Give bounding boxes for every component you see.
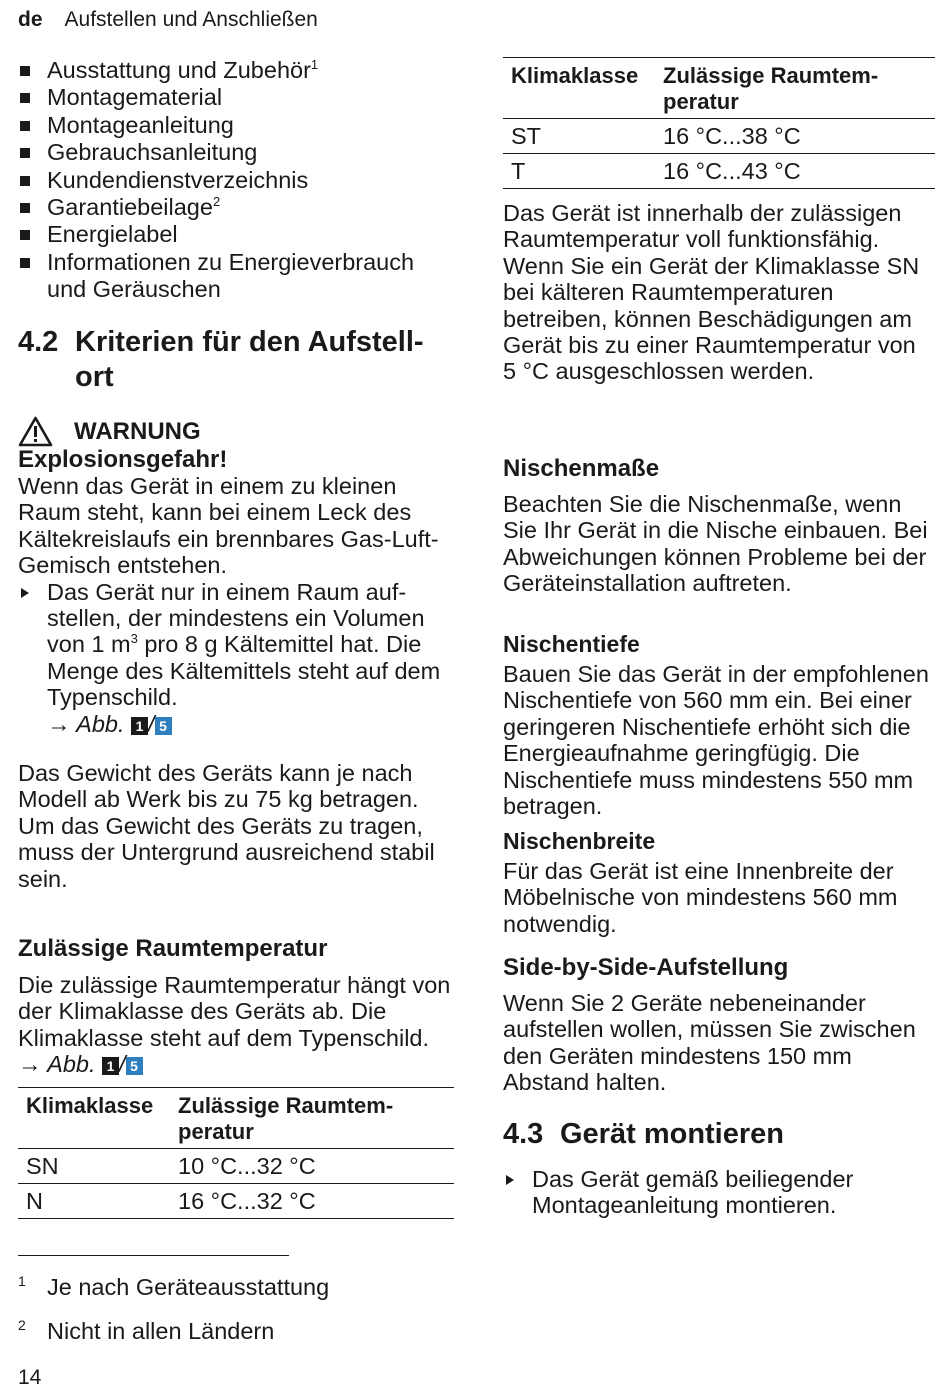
niche-width-heading: Nischenbreite bbox=[503, 828, 656, 854]
list-item: Gebrauchsanleitung bbox=[18, 139, 454, 166]
bullet-square-icon bbox=[20, 203, 30, 213]
weight-info: Das Gewicht des Geräts kann je nach Modell ab Werk bis zu 75 kg betragen. Um das Gewicht des Geräts zu tragen, muss der Untergrund ausreichend stabil sein. bbox=[18, 760, 435, 892]
side-by-side-heading: Side-by-Side-Aufstellung bbox=[503, 954, 789, 981]
section-heading-4-2: 4.2 Kriterien für den Aufstell- ort bbox=[18, 326, 424, 393]
table-row: T 16 °C...43 °C bbox=[503, 154, 935, 189]
table-row: SN 10 °C...32 °C bbox=[18, 1149, 454, 1184]
niche-depth-heading: Nischentiefe bbox=[503, 631, 640, 657]
bullet-square-icon bbox=[20, 93, 30, 103]
niche-depth-text: Bauen Sie das Gerät in der empfohlenen Nischentiefe von 560 mm ein. Bei einer geringeren Nischentiefe erhöht sich die Energieaufnahme geringfügig. Die Nischentiefe muss mindestens 550 mm betragen. bbox=[503, 661, 929, 820]
warning-step: Das Gerät nur in einem Raum aufstellen, der mindestens ein Volumen von 1 $m^3$ pro 8 g Kältemittel hat. Die Menge des Kältemittels steht auf dem Typenschild. → Abb. 1 / 5 bbox=[18, 579, 454, 737]
warning-box bbox=[18, 416, 454, 737]
column-header-class: Klimaklasse bbox=[503, 58, 655, 119]
warning-triangle-icon bbox=[18, 416, 53, 447]
room-temperature-heading: Zulässige Raumtemperatur bbox=[18, 935, 328, 962]
chapter-title: Aufstellen und Anschließen bbox=[64, 8, 318, 31]
list-item: Garantiebeilage$^2$ bbox=[18, 194, 454, 221]
bullet-square-icon bbox=[20, 258, 30, 268]
niche-dimensions-text: Beachten Sie die Nischenmaße, wenn Sie Ihr Gerät in die Nische einbauen. Bei Abweichungen können Probleme bei der Geräteinstallation auftreten. bbox=[503, 491, 928, 597]
warning-subtitle: Explosionsgefahr! bbox=[18, 446, 228, 473]
bullet-square-icon bbox=[20, 66, 30, 76]
section-heading-4-3: 4.3 Gerät montieren bbox=[503, 1118, 784, 1150]
footnote: 2 Nicht in allen Ländern bbox=[18, 1317, 275, 1344]
bullet-square-icon bbox=[20, 176, 30, 186]
column-header-temperature: Zulässige Raumtemperatur bbox=[170, 1088, 454, 1149]
warning-title: WARNUNG bbox=[18, 416, 454, 447]
step-arrow-icon bbox=[506, 1175, 514, 1185]
footnote-divider bbox=[18, 1255, 289, 1256]
niche-dimensions-heading: Nischenmaße bbox=[503, 455, 660, 482]
column-header-class: Klimaklasse bbox=[18, 1088, 170, 1149]
bullet-square-icon bbox=[20, 230, 30, 240]
list-item: Ausstattung und Zubehör$^1$ bbox=[18, 57, 454, 84]
column-header-temperature: Zulässige Raumtemperatur bbox=[655, 58, 935, 119]
language-code: de bbox=[18, 8, 43, 31]
room-temperature-text: Die zulässige Raumtemperatur hängt von der Klimaklasse des Geräts ab. Die Klimaklasse steht auf dem Typenschild. → Abb. 1 / 5 bbox=[18, 972, 451, 1078]
climate-class-table bbox=[18, 1087, 454, 1219]
table-row: ST 16 °C...38 °C bbox=[503, 119, 935, 154]
side-by-side-text: Wenn Sie 2 Geräte nebeneinander aufstellen wollen, müssen Sie zwischen den Geräten mindestens 150 mm Abstand halten. bbox=[503, 990, 916, 1096]
table-row: N 16 °C...32 °C bbox=[18, 1184, 454, 1219]
list-item: Montageanleitung bbox=[18, 112, 454, 139]
room-temperature-notes: Das Gerät ist innerhalb der zulässigen Raumtemperatur voll funktionsfähig. Wenn Sie ein Gerät der Klimaklasse SN bei kälteren Raumtemperaturen betreiben, können Beschädigungen am Gerät bis zu einer Raumtemperatur von 5 °C ausgeschlossen werden. bbox=[503, 200, 920, 385]
bullet-square-icon bbox=[20, 148, 30, 158]
list-item: Kundendienstverzeichnis bbox=[18, 167, 454, 194]
list-item: Informationen zu Energieverbrauch und Geräuschen bbox=[18, 249, 454, 304]
scope-of-delivery-list bbox=[18, 57, 454, 304]
page-number: 14 bbox=[18, 1366, 42, 1389]
footnote: 1 Je nach Geräteausstattung bbox=[18, 1273, 330, 1300]
list-item: Montagematerial bbox=[18, 84, 454, 111]
climate-class-table-continued bbox=[503, 57, 935, 189]
bullet-square-icon bbox=[20, 121, 30, 131]
niche-width-text: Für das Gerät ist eine Innenbreite der Möbelnische von mindestens 560 mm notwendig. bbox=[503, 858, 898, 937]
page-header bbox=[18, 8, 318, 32]
warning-text: Wenn das Gerät in einem zu kleinen Raum steht, kann bei einem Leck des Kältekreislaufs ein brennbares Gas-Luft-Gemisch entstehen. bbox=[18, 473, 439, 579]
step-arrow-icon bbox=[21, 588, 29, 598]
list-item: Energielabel bbox=[18, 221, 454, 248]
figure-reference: → Abb. 1 / 5 bbox=[47, 711, 172, 737]
mount-step: Das Gerät gemäß beiliegender Montageanleitung montieren. bbox=[503, 1166, 950, 1219]
